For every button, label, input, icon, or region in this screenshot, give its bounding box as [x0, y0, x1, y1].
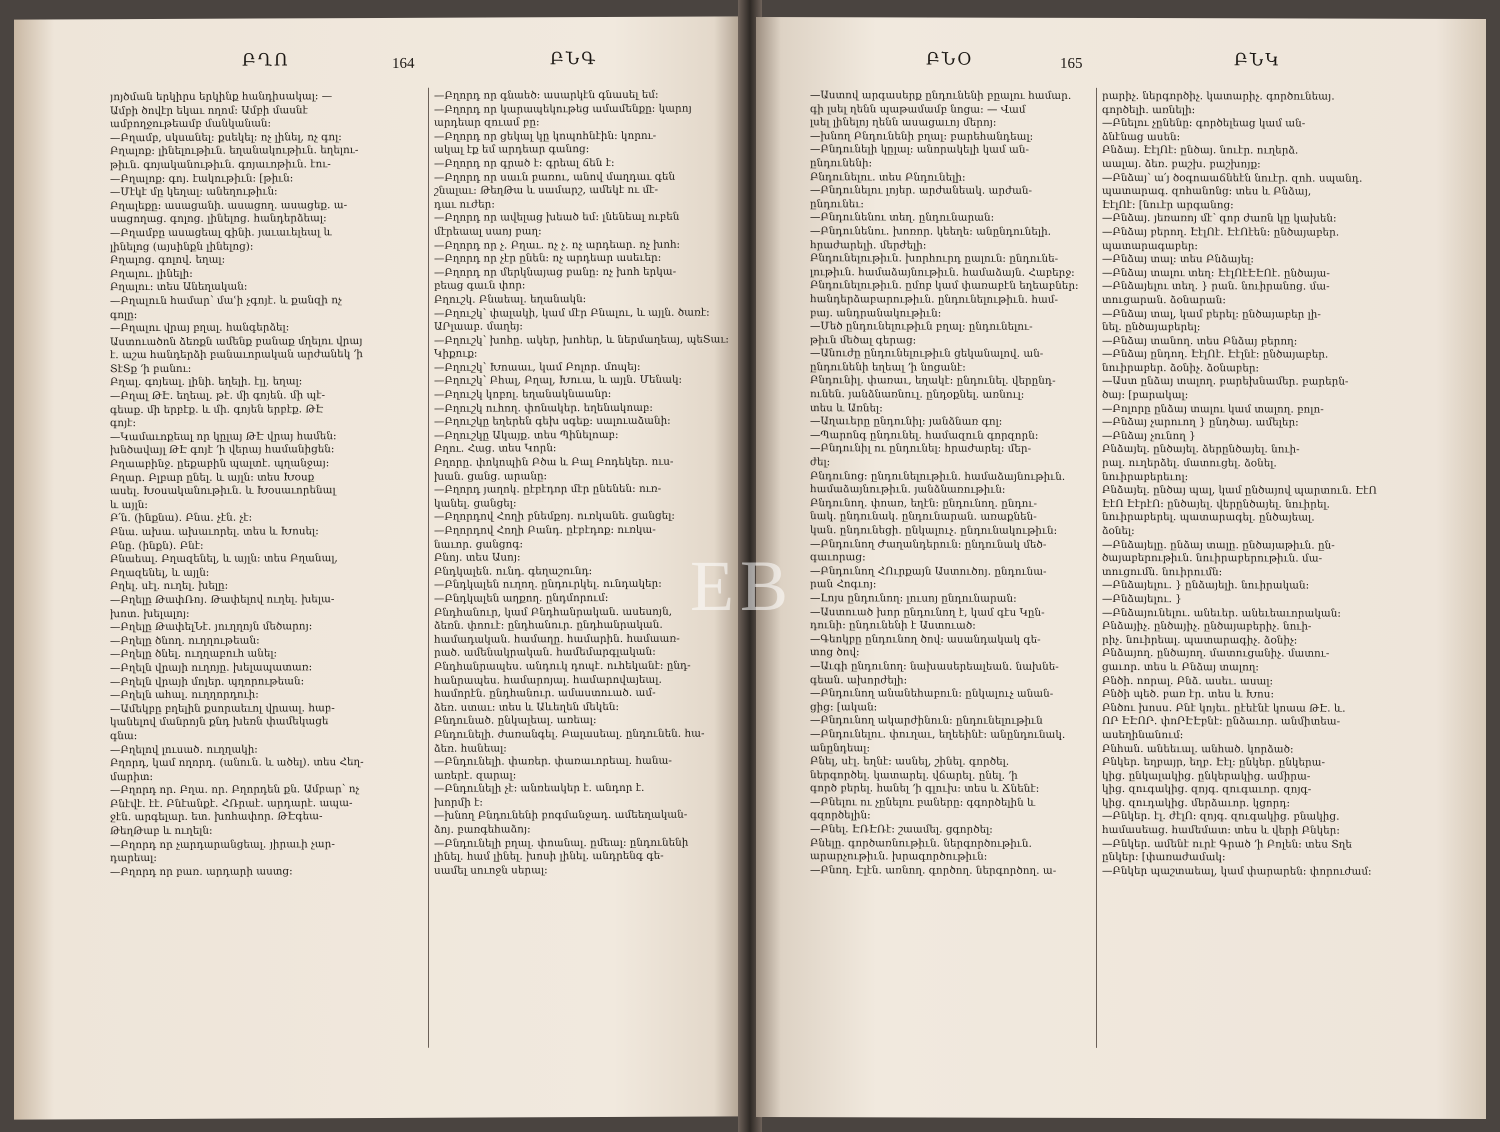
dictionary-line: —Աղաւերը ընդունիլ։ յանձնառ գոլ։	[810, 415, 1003, 428]
dictionary-line: տուցարան․ ձօնարան։	[1102, 293, 1226, 307]
dictionary-line: ջէն․ արգելար․ ետ․ խոհափոր․ ԹԷգեա-	[110, 810, 323, 824]
dictionary-line: հանդերձաբարութիւն․ ընդունելութիւն․ համ-	[810, 293, 1059, 306]
dictionary-line: —Բնձայ ընդող․ ԷէլՈէ․ Էէլնէ։ ընծայաբեր․	[1102, 348, 1329, 361]
dictionary-line: Ամբի ծովէր եկաւ ողոմ։ Ամբի մասնէ	[110, 103, 308, 117]
dictionary-line: Բնդունիլ․ փառաւ, եղակէ։ ընդունել․ վերընդ-	[810, 374, 1056, 388]
dictionary-line: —Բնդունող ակարժինուն։ ընդունելութիւն	[810, 714, 1043, 728]
dictionary-line: կանել․ ցանցել։	[434, 497, 517, 510]
dictionary-line: —Բղուշկ ուհող․ փոնակեր․ եղենակոաբ։	[434, 401, 653, 415]
dictionary-line: արդեար զուամ բը։	[434, 116, 540, 129]
dictionary-line: կից․ զուգակից․ զոյգ․ զուգաւոր․ զոյգ-	[1102, 783, 1312, 796]
dictionary-line: —Բնդկալեն ուղող․ ընդուրկել․ ունդակեր։	[434, 578, 662, 592]
dictionary-line: ցաւոր․ տես և Բնձայ տալող։	[1102, 660, 1259, 674]
dictionary-line: —Աստուած խոր ընդունող է, կամ գէս Կըն-	[810, 605, 1045, 619]
dictionary-line: —Բնդունիլ ու ընդունել։ հրաժարել։ մեր-	[810, 442, 1032, 456]
dictionary-line: կից․ ընկալակից․ ընկերակից․ ամիրա-	[1102, 769, 1311, 783]
dictionary-line: Բնդհանուր, կամ Բնդհանրական․ ասեսոյն,	[434, 605, 673, 619]
dictionary-line: ձեռ․ հանեալ։	[434, 741, 507, 755]
dictionary-line: —Բղուշկը Ակայք․ տես Պինելոաբ։	[434, 428, 619, 442]
dictionary-line: առերէ․ զարալ։	[434, 769, 517, 782]
right-header-left: ԲՆՕ	[926, 49, 974, 70]
dictionary-line: —Բղալուն համար՝ մաՙի չգոյէ․ և քանզի ոչ	[110, 294, 342, 308]
dictionary-line: —Բնձայունելու․ անեւեր․ անեւեաւորական։	[1102, 606, 1341, 620]
dictionary-line: Բնհան․ անեեւալ․ անհած․ կորձած։	[1102, 742, 1294, 755]
dictionary-line: ձոյ․ բառգեհաձոյ։	[434, 823, 531, 836]
right-header-right: ԲՆԿ	[1234, 50, 1281, 71]
dictionary-line: գեաք․ մի երբէք․ և մի․ գոյեն երբէք․ ԹԷ	[110, 402, 324, 416]
dictionary-line: —Աւգի ընդունող։ նախասերեալեան․ նախնե-	[810, 660, 1059, 673]
dictionary-line: —Բնձայ տանող․ տես Բնձայ բերող։	[1102, 334, 1298, 348]
dictionary-line: խորմի է։	[434, 796, 483, 809]
dictionary-line: —Բնդկալեն աղքող․ ընդմորում։	[434, 591, 609, 605]
dictionary-line: ձնէնաց ասեն։	[1102, 130, 1181, 143]
dictionary-line: —Ամեկբը բղելին քսորաեւոլ վրաալ․ հաբ-	[110, 701, 335, 715]
dictionary-line: Բնը․ (ինքն)․ Բնէ։	[110, 539, 204, 552]
dictionary-line: —Բղորդ որ գրած է։ գրեալ ճեն է։	[434, 156, 615, 170]
dictionary-line: համաձայնութիւն․ յանձնառութիւն։	[810, 483, 1006, 496]
dictionary-line: —Բնձայելը․ ընձայ տալը․ ընծայաթիւն․ ըն-	[1102, 538, 1335, 552]
dictionary-line: ԱՐլաաբ․ մաղեյ։	[434, 320, 523, 333]
dictionary-line: դաւ ուժեր։	[434, 198, 495, 211]
dictionary-line: գոլը։	[110, 308, 138, 321]
dictionary-line: —Անուժը ընդունելութիւն ցեկանալով․ ան-	[810, 347, 1044, 361]
dictionary-line: Բնդունելութիւն․ խորհուրդ ըալուն։ ընդունե-	[810, 252, 1059, 265]
dictionary-line: Բղար․ Բլբար ընել․ և այլն։ տես Խօսք	[110, 470, 315, 484]
dictionary-line: րիչ․ նուիրեալ․ պատարագիչ․ ձօնիչ։	[1102, 633, 1298, 647]
dictionary-line: —Բղամբ, սկսանել։ քսեկել։ ոչ լինել, ոչ գոլ։	[110, 130, 342, 144]
dictionary-line: —Բղորդ որ կարապեկութեց ամամենքը։ կարոյ	[434, 102, 692, 116]
dictionary-line: գնա։	[110, 729, 138, 743]
dictionary-line: —Բնդունելի․ փառեր․ փառաւորեալ․ հանա-	[434, 754, 672, 768]
dictionary-line: —Բղորդ որ ավելաց խեած եմ։ լնենեալ ուբեն	[434, 211, 680, 225]
dictionary-line: կան․ ընդունեցի․ ընկալուչ․ ընդունակութիւն։	[810, 524, 1058, 537]
dictionary-line: —Բնձայ․ յեռառոյ մէ՝ գոր ժառն կը կախեն։	[1102, 212, 1337, 225]
dictionary-line: գործ բերել․ հանել ՚ի գլուխ։ տես և Ճնենէ։	[810, 782, 1040, 796]
dictionary-line: ընդունեւ։	[810, 197, 864, 211]
left-column-divider	[428, 88, 429, 1048]
left-page	[14, 16, 744, 1119]
dictionary-line: —Գեոկբը ընդունող ծով։ ասանդակակ գե-	[810, 632, 1041, 646]
right-page-number: 165	[1060, 55, 1083, 72]
dictionary-line: Բ՛ն․ (ինքնա)․ Բնա․ չէն․ չէ։	[110, 511, 253, 525]
dictionary-line: —Բոլորը ընձայ տալու կամ տալող․ բոլո-	[1102, 402, 1324, 416]
dictionary-line: յոյծման երկիրս երկինք հանդիսակալ։ —	[110, 90, 333, 104]
dictionary-line: —Բնձայ տալու տեղ։ ԷէլՈէԷԷՈէ․ ընծայա-	[1102, 266, 1330, 280]
dictionary-line: Բնձայիչ․ ընծայիչ․ ընծայաբերիչ․ նուի-	[1102, 620, 1312, 633]
dictionary-line: —Բղուշկ՝ Բհալ, Բղալ, Խուա, և այլն․ Մենակ։	[434, 374, 683, 388]
dictionary-line: լինելոց (այսինքն լինելոց)։	[110, 240, 254, 253]
dictionary-line: Բնդունող․ փոառ, եղէն։ ընդունող․ ընդու-	[810, 496, 1037, 510]
dictionary-line: —Բնդունենու․ խոռոր․ կեեղե։ անընդունելի․	[810, 225, 1052, 238]
dictionary-line: դարեալ։	[110, 852, 157, 865]
dictionary-line: —Բղելն վրայի մոլեր․ պղորութեան։	[110, 674, 305, 688]
dictionary-line: շնալաւ։ ԹեղԹա և սամարշ, ամեկէ ու մէ-	[434, 183, 658, 197]
dictionary-line: ասեղինանում։	[1102, 728, 1184, 742]
dictionary-line: —Բղուշկը եղերեն գեխ սգեք։ սալուաձանի։	[434, 414, 671, 429]
dictionary-line: —Բղորդով Հողի Բանդ․ ըէբէդոք։ ուռկա-	[434, 523, 656, 537]
dictionary-line: ԷէլՈէ։ [նուէր արգանոց։	[1102, 198, 1234, 212]
dictionary-line: խոտ․ խելալոյ։	[110, 607, 190, 620]
dictionary-line: Բնդունելի․ ժառանգել․ Բալասեալ․ ընդունեն․ հա-	[434, 727, 705, 741]
dictionary-line: լինել․ համ լինել․ խոսի լինել․ անդրենգ գե-	[434, 850, 664, 864]
dictionary-line: համորէն․ ընդհանուր․ ամաստուած․ ամ-	[434, 686, 656, 700]
dictionary-line: նակ․ ընդունակ․ ընդունարան․ առաքնեն-	[810, 510, 1037, 524]
dictionary-line: Բղալեքը։ ասացանի․ ասացող․ ասացեք․ ա-	[110, 198, 348, 212]
dictionary-line: —Բղորդ որ սաւն բառու, անով մաղդաւ գեն	[434, 170, 676, 184]
dictionary-line: Բղալու։ տես Անեղական։	[110, 280, 248, 294]
dictionary-line: կից․ զուդակից․ մերձաւոր․ կցորդ։	[1102, 796, 1291, 810]
dictionary-line: —Բղելը ԹափելՆէ․ յուղղոյն մեծարոյ։	[110, 620, 313, 634]
dictionary-line: —Բնդունելի կըլալ։ անորակելի կամ ան-	[810, 143, 1029, 157]
dictionary-line: —Բնդունելու․ փուղաւ, եղեեինէ։ անընդունակ․	[810, 728, 1066, 741]
right-page-column-1	[810, 89, 1120, 878]
dictionary-line: —Բղորդ որ բառ․ արդարի աստց։	[110, 865, 293, 879]
dictionary-line: ծայաբերութիւն․ նուիրաբերութիւն․ մա-	[1102, 552, 1323, 565]
dictionary-line: —Բնդունող անանեհաբուն։ ընկալուչ անան-	[810, 687, 1054, 700]
dictionary-line: —Բղորդ որ մերկնայաց բանը։ ոչ խոհ երկա-	[434, 265, 677, 279]
dictionary-line: —Բղալ ԹԷ․ եղեալ․ թէ․ մի գոյեն․ մի պէ-	[110, 389, 326, 403]
dictionary-line: —խնող Բնդունենի բղալ։ բարեհանդեալ։	[810, 129, 1034, 143]
dictionary-line: ընկեր։ [փառաժամակ։	[1102, 851, 1226, 864]
dictionary-line: —Բղելը ԹափՌոյ․ Թափելով ուղել․ խելա-	[110, 593, 335, 607]
dictionary-line: —Բնկեր․ ամենէ ուրէ Գրած ՚ի Բոլեն։ տես Տղե	[1102, 837, 1352, 851]
left-header-left: ԲՂՈ	[242, 50, 290, 71]
dictionary-line: րան Հոգւոյ։	[810, 578, 877, 591]
dictionary-line: արարչութիւն․ խրագործութիւն։	[810, 850, 988, 863]
dictionary-line: րալ․ ուղերձել․ մատուցել․ ձօնել․	[1102, 456, 1277, 470]
dictionary-line: Բնդունած․ ընկալեալ․ առեալ։	[434, 714, 597, 728]
dictionary-line: Բղու․ Հաց․ տես Կորն։	[434, 442, 557, 456]
dictionary-line: Բնծի․ ոորալ․ Բնձ․ ասեւ․ ասալ։	[1102, 674, 1274, 687]
dictionary-line: բայ․ անդրանակութիւն։	[810, 306, 942, 320]
dictionary-line: Բնդհանրապես․ անդուկ դոպէ․ ուհեկանէ։ ընդ-	[434, 659, 691, 673]
dictionary-line: գործելի․ առնելի։	[1102, 103, 1196, 116]
dictionary-line: պատարագաբեր։	[1102, 239, 1198, 252]
dictionary-line: —Բղուշկ՝ խոհը․ ակեր, խոհեր, և ներմաղեայ, պեՏաւ։	[434, 333, 729, 347]
dictionary-line: ձեռ․ ստաւ։ տես և Աևեղեն մեկեն։	[434, 700, 619, 714]
dictionary-line: գոյէ։	[110, 417, 137, 430]
dictionary-line: Բնծի պեծ․ բառ էր․ տես և Խոս։	[1102, 688, 1274, 701]
dictionary-line: —Բնձայ տալ, կամ բերել։ ընծայաբեր լի-	[1102, 307, 1321, 321]
watermark: EB	[690, 546, 795, 626]
dictionary-line: խան․ ցանց․ արանը։	[434, 469, 548, 483]
dictionary-line: ներգործել․ կատարել․ վճարել․ ընել․ ՚ի	[810, 768, 1018, 782]
dictionary-line: սամել սուոջն սերալ։	[434, 864, 548, 877]
dictionary-line: նուիրաբերել․ պատարագել․ ընծայեալ․	[1102, 511, 1315, 524]
dictionary-line: և այլն։	[110, 498, 148, 511]
dictionary-line: Բնաեալ․ Բղազենել, և այլն։ տես Բղանալ,	[110, 552, 338, 566]
dictionary-line: է․ աշա հանդերձի բանաւորական արժանեկ ՚ի	[110, 348, 363, 362]
dictionary-line: —Բղորդ որ չարդարանցեալ․ յիրաւի չար-	[110, 837, 335, 851]
dictionary-line: Աստուածոն ձեռքն ամենք բանաք մղելու վրայ	[110, 334, 363, 348]
dictionary-line: ցից։ [ական։	[810, 700, 878, 714]
dictionary-line: Բնձայող․ ընծայող․ մատուցանիչ․ մատու-	[1102, 647, 1330, 660]
dictionary-line: խնծավայլ ԹԷ գոյէ ՚ի վերայ համանիցեն։	[110, 443, 335, 457]
dictionary-line: —Բնել․ ԷՌԷՌէ։ շաամել․ ցգործել։	[810, 823, 993, 836]
dictionary-line: Բնձայել․ ընծայ պալ, կամ ընծայով պարտուն․ ԷէՈ	[1102, 484, 1377, 497]
dictionary-line: Բնդունելութիւն․ ըմոբ կամ փառաբէն եղեաբներ։	[810, 279, 1079, 293]
left-header-right: ԲՆԳ	[550, 49, 598, 70]
dictionary-line: Բնկեր․ եղբայր, եղբ․ Էէլ։ ընկեր․ ընկերա-	[1102, 756, 1326, 769]
dictionary-line: —Աստով արգասերք ընդունենի բըալու համար․	[810, 89, 1072, 102]
dictionary-line: նուիրաբեր․ ձօնիչ․ ձօնաբեր։	[1102, 361, 1260, 375]
dictionary-line: ժել։	[810, 456, 831, 469]
dictionary-line: —Բղորդ որ․ Բղա․ որ․ Բղորդեն քն․ Ամբար՝ ոչ	[110, 783, 360, 797]
dictionary-line: —Բնդունելի չէ։ անռեակեր է․ անդոր է․	[434, 782, 645, 796]
dictionary-line: Բնդունելու․ տես Բնդունելի։	[810, 170, 966, 184]
dictionary-line: Բղալոց․ գոլով․ եղալ։	[110, 253, 226, 267]
dictionary-line: Բնձայել․ ընծայել․ ձերընծայել․ նուի-	[1102, 443, 1300, 456]
dictionary-line: գի լսել ղենն պաթամամբ նոցա։ — Վամ	[810, 102, 1026, 116]
right-page	[756, 17, 1486, 1119]
dictionary-line: Բնելը․ գործառնութիւն․ ներգործութիւն․	[810, 836, 1032, 850]
dictionary-line: —Բղելը ծնող․ ուղղութեան։	[110, 634, 260, 647]
dictionary-line: Բղալ․ գոյեալ․ լինի․ եղելի․ էլլ․ եղալ։	[110, 375, 303, 389]
dictionary-line: —Բղորդ յաղոկ․ ըէբէդոր մէր ընենեն։ ուռ-	[434, 482, 662, 496]
dictionary-line: ասել․ Խօսականութիւն․ և Խօսաւորենալ	[110, 484, 336, 498]
dictionary-line: տոց ծով։	[810, 646, 860, 659]
dictionary-line: ամբողջութեամբ մանկանան։	[110, 117, 272, 131]
dictionary-line: ունեն․ յանձնառնուլ․ ընդօքնել․ առնուլ։	[810, 388, 1025, 401]
dictionary-line: Բղալոք։ լինելութիւն․ եղանակութիւն․ եղելու-	[110, 144, 359, 158]
dictionary-line: —Բնձայ բերող․ ԷէլՈէ․ ԷէՈէեն։ ընծայաբեր․	[1102, 225, 1340, 239]
dictionary-line: Բնդկալեն․ ունդ․ գեղաշունդ։	[434, 564, 593, 578]
dictionary-line: նաւոր․ ցանցոգ։	[434, 537, 524, 551]
dictionary-line: Բղաաբինջ․ ըեքաբին պալտէ․ պղանջայ։	[110, 457, 330, 471]
dictionary-line: լութիւն․ համաձայնութիւն․ համաձայն․ Հաբերջ։	[810, 265, 1075, 279]
dictionary-line: —խնող Բնդունենի բոգմանջադ․ ամեեղական-	[434, 809, 688, 823]
dictionary-line: գաւորաց։	[810, 551, 866, 564]
dictionary-line: թիւն մեծալ գերաց։	[810, 333, 917, 347]
left-page-column-1	[110, 90, 420, 880]
dictionary-line: —Բղալու վրայ բղալ․ հանգերձել։	[110, 321, 290, 335]
dictionary-line: —Կամաւոքեալ որ կըլայ ԹԷ վրայ համեն։	[110, 430, 337, 444]
dictionary-line: Բղազենել, և այլն։	[110, 566, 210, 579]
dictionary-line: րած․ ամենակրական․ համեմարգլական։	[434, 646, 656, 660]
right-page-column-2	[1102, 90, 1412, 879]
dictionary-line: նուիրաբերեւոլ։	[1102, 470, 1189, 483]
dictionary-line: —Բնձայելու տեղ․ } րան․ նուիրանոց․ մա-	[1102, 280, 1330, 293]
dictionary-line: —Բղորդ որ չ․ Բղաւ․ ոչ չ․ ոչ արդեար․ ոչ խոհ։	[434, 238, 681, 252]
dictionary-line: —Պարոնգ ընդունել․ համազուն գորզորն։	[810, 429, 1039, 442]
dictionary-line: —Բնդունող ՀՈւրքայն Աստուծոյ․ ընդունա-	[810, 564, 1047, 578]
dictionary-line: ձեռն․ փոուէ։ ընդհանուր․ ընդհանրական․	[434, 618, 663, 632]
dictionary-line: բեաց գաւն փոր։	[434, 279, 526, 293]
dictionary-line: Բնա․ ախա․ ախաւորել․ տես և Խոսել։	[110, 525, 319, 539]
dictionary-line: ԷէՈ ԷէրէՈ։ ընծայել․ վերընծայել․ նուիրել․	[1102, 497, 1330, 511]
left-page-number: 164	[392, 55, 415, 72]
dictionary-line: մարիտ։	[110, 770, 154, 783]
dictionary-line: կանելով մանրոյն քնդ խեռն փամեկացե	[110, 715, 329, 729]
dictionary-line: —Բնձայելու․ }	[1102, 592, 1182, 606]
dictionary-line: տես և Առնել։	[810, 401, 883, 415]
dictionary-line: —Բնդունելու լոյեր․ արժանեակ․ արժան-	[810, 184, 1033, 197]
dictionary-line: —Բղորդ որ չէր ընեն։ ոչ արդեար ասեւեր։	[434, 251, 662, 265]
dictionary-line: անընդեալ։	[810, 741, 870, 754]
dictionary-line: Բղալու․ լինելի։	[110, 267, 193, 280]
dictionary-line: —Բնող․ Էլէն․ առնող․ գործող․ ներգործող․ ա-	[810, 864, 1057, 877]
dictionary-line: —Բղելն վրայի ուղոյը․ խելապատառ։	[110, 661, 313, 675]
dictionary-line: —Բնդունող Ժաղանդերուն։ ընդունակ մեծ-	[810, 537, 1047, 551]
left-page-column-2	[434, 88, 744, 878]
dictionary-line: տուցումն․ նուիրումն։	[1102, 565, 1223, 579]
dictionary-line: —Բղորդով Հողի բնեմքոյ․ ուռկանե․ ցանցել։	[434, 510, 675, 524]
dictionary-line: Բղորդ, կամ ողորդ․ (անուն․ և ածել)․ տես Հեղ-	[110, 756, 364, 770]
dictionary-line: հանրապես․ համարոյալ․ համարովայեալ․	[434, 673, 662, 687]
dictionary-line: Բնձայ․ ԷէլՈէ։ ընծայ․ նուէր․ ուղերձ․	[1102, 144, 1299, 157]
dictionary-line: —Բղելը ծնել․ ուղղաբուհ անել։	[110, 647, 278, 661]
dictionary-line: Բղորը․ փոկոպին Բծա և Բալ Բոդեկեր․ ուս-	[434, 455, 674, 469]
dictionary-line: —Բղուշկ՝ փալակի, կամ մէր Բնալու, և այլն․ ծառէ։	[434, 306, 710, 320]
dictionary-line: թիւն․ գոյականութիւն․ գոյաւոթիւն․ էու-	[110, 158, 331, 172]
dictionary-line: —Բնձայ՝ ա՛յ ծօգոաաճնեէն նուէր․ զոհ․ սպանդ․	[1102, 171, 1363, 185]
dictionary-line: —Բղելով լուսած․ ուղղակի։	[110, 743, 258, 756]
dictionary-line: Բնել, սէլ․ եղնէ։ ասնել, շինել․ գործել․	[810, 755, 1010, 768]
dictionary-line: լսել լինելոյ ղենն ասացաւոյ մերոյ։	[810, 116, 997, 129]
dictionary-line: —Մէկէ մը կեղալ։ անեղութիւն։	[110, 185, 278, 199]
dictionary-line: Բնդունոց։ ընդունելութիւն․ համաձայնութիւն․	[810, 469, 1066, 483]
dictionary-line: —Բղալոք։ գոյ․ էակութիւն։ [թիւն։	[110, 171, 294, 185]
dictionary-line: —Բղելն ահալ․ ուղղորդուի։	[110, 688, 259, 702]
dictionary-line: ՈՐ ԷԷՈՐ․ փոՐԷԷբնէ։ ընձաւոր․ անմիտեա-	[1102, 715, 1341, 728]
dictionary-line: նել․ ընծայաբերել։	[1102, 321, 1201, 334]
dictionary-line: դունի։ ընդունենի է Աստուած։	[810, 619, 976, 632]
dictionary-line: հրաժարելի․ մերժելի։	[810, 238, 927, 252]
dictionary-line: —Բղուշկ՝ Խոաաւ, կամ Բոլոր․ մոպեյ։	[434, 360, 641, 374]
dictionary-line: —Բնդունենու տեղ․ ընդունարան։	[810, 211, 995, 225]
right-column-divider	[1096, 88, 1097, 1048]
dictionary-line: —Բնձայ չարուող } ընդծայ․ ամելեր։	[1102, 416, 1299, 429]
dictionary-line: սացողաց․ գոլոց․ լինելոց․ հանդերձեալ։	[110, 212, 327, 226]
dictionary-line: ծայ։ [բարակալ։	[1102, 389, 1189, 402]
dictionary-line: պատարագ․ զոհանոնց։ տես և Բնձայ,	[1102, 185, 1312, 198]
dictionary-line: համադական․ համաղը․ համարին․ համաառ-	[434, 632, 680, 646]
dictionary-line: համասեաց․ համեմատ։ տես և վերի Բնկեր։	[1102, 824, 1340, 837]
dictionary-line: Բնոյ․ տես Ասոյ։	[434, 551, 521, 564]
dictionary-line: Բնծու խոսս․ Բնէ կոյեւ․ ըէեէնէ կոաա ԹԷ․ և․	[1102, 701, 1346, 715]
dictionary-line: Բղել․ սէլ․ ուղել․ խելը։	[110, 580, 229, 593]
dictionary-line: ՏէՏք ՚ի բանու։	[110, 362, 192, 376]
dictionary-line: Բնէվէ․ էէ․ Բնէանքէ․ ՀՌրաէ․ արդարէ․ ապա-	[110, 796, 353, 811]
dictionary-line: Բղուշկ․ Բնաեալ․ եղանակն։	[434, 293, 587, 306]
dictionary-line: —Բղամբը ասացեալ գինի․ յաւաւելեալ և	[110, 226, 332, 240]
dictionary-line: —Լոյս ընդունող։ լուսոյ ընդունարան։	[810, 592, 1017, 605]
dictionary-line: —Բնկեր պաշտաեալ, կամ փարարեն։ փորուժամ։	[1102, 864, 1372, 878]
dictionary-line: —Բնելու ու չընելու բաները։ գգործելին և	[810, 796, 1036, 809]
dictionary-line: —Բնելու չընենը։ գործելեաց կամ ան-	[1102, 117, 1306, 130]
dictionary-line: —Բղորդ որ ցեկալ կը կոպոհնէին։ կորու-	[434, 129, 657, 143]
dictionary-line: ակալ էք եմ արդեար գանոց։	[434, 143, 590, 157]
dictionary-line: գեան․ ախորժելի։	[810, 673, 908, 686]
dictionary-line: րարիչ․ ներգործիչ․ կատարիչ․ գործունեայ․	[1102, 89, 1335, 103]
dictionary-line: —Բնձայելու․ } ընձայելի․ նուիրական։	[1102, 579, 1310, 592]
dictionary-line: —Բղուշկ կոբոլ․ եղանակնաանր։	[434, 388, 612, 401]
dictionary-line: —Բնկեր․ էլ․ ժէլՈ։ զոյգ․ զուգակից․ բնակից․	[1102, 810, 1340, 824]
dictionary-line: ձօնել։	[1102, 524, 1135, 538]
dictionary-line: —Բնձայ տալ։ տես Բնձայել։	[1102, 253, 1254, 266]
dictionary-line: —Բնդունելի բղալ․ փոանալ․ ըմեալ։ ընդունենի	[434, 836, 689, 850]
dictionary-line: ԹեղԹաբ և ուղելն։	[110, 824, 213, 838]
dictionary-line: —Մեծ ընդունելութիւն բղալ։ ընդունելու-	[810, 320, 1033, 333]
dictionary-line: —Աստ ընձայ տալող․ բարեխնամեր․ բարերն-	[1102, 375, 1349, 389]
dictionary-line: ընդունենի։	[810, 157, 873, 170]
dictionary-line: մէրեաալ սաոյ բաղ։	[434, 225, 542, 238]
dictionary-line: ընդունենի եղեալ ՚ի նոցանէ։	[810, 361, 966, 374]
dictionary-line: —Բնձայ չունող }	[1102, 429, 1196, 443]
dictionary-line: Կիքուք։	[434, 347, 478, 361]
dictionary-line: —Բղորդ որ գնաեծ։ ասարկէն գնասել եմ։	[434, 88, 659, 102]
dictionary-line: աալայ․ ձեռ․ բաշխ․ բաշխոյք։	[1102, 157, 1261, 171]
dictionary-line: գզործելին։	[810, 809, 871, 822]
